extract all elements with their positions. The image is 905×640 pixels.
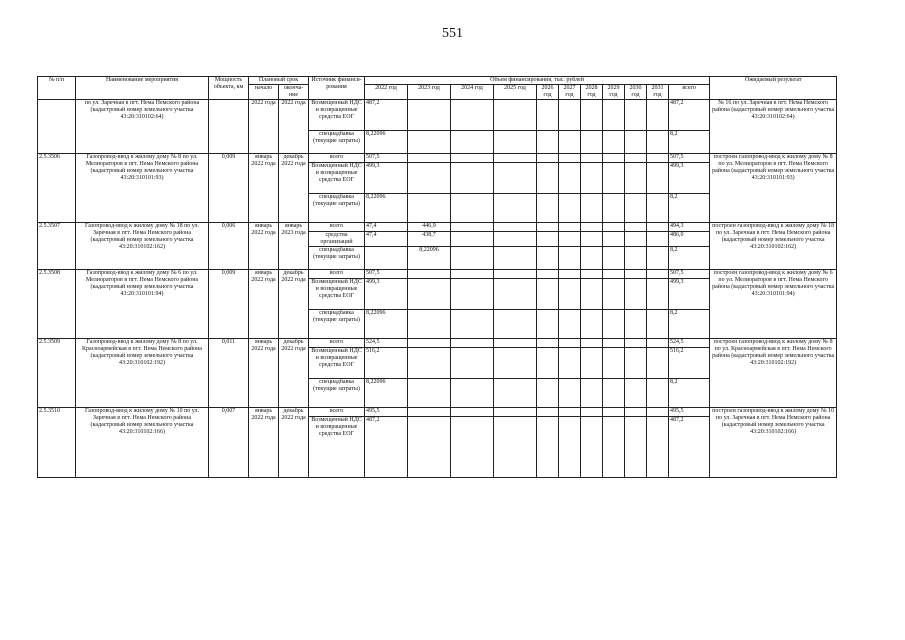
- value-2022: 516,2: [365, 348, 408, 379]
- value-empty: [625, 408, 647, 417]
- item-name: Газопровод-ввод к жилому дому № 18 по ул. Заречная в пгт. Нема Немского района (кадастровый номер земельного участка 43:20:310102:162): [76, 223, 209, 270]
- header-year-2025: 2025 год: [494, 85, 537, 100]
- item-name: по ул. Заречная в пгт. Нема Немского района (кадастровый номер земельного участка 43:20:310102:64): [76, 100, 209, 154]
- value-empty: [451, 100, 494, 131]
- value-2023: [408, 339, 451, 348]
- value-2023: [408, 154, 451, 163]
- funding-source: всего: [309, 223, 365, 232]
- value-empty: [581, 232, 603, 247]
- value-empty: [581, 408, 603, 417]
- item-end: январь 2023 года: [279, 223, 309, 270]
- value-2022: 8,22096: [365, 379, 408, 408]
- table-row: [38, 100, 837, 131]
- value-2023: [408, 131, 451, 154]
- value-empty: [603, 379, 625, 408]
- value-empty: [603, 339, 625, 348]
- expected-result: построен газопровод-ввод к жилому дому № 8 по ул. Мелиораторов в пгт. Нема Немского района (кадастровый номер земельного участка 43:20:310101:93): [710, 154, 837, 223]
- value-empty: [494, 194, 537, 223]
- header-capacity: Мощность объекта, км: [209, 77, 249, 100]
- value-2023: [408, 100, 451, 131]
- value-2023: [408, 270, 451, 279]
- value-empty: [625, 223, 647, 232]
- item-start: 2022 года: [249, 100, 279, 154]
- header-name: Наименование мероприятия: [76, 77, 209, 100]
- expected-result: построен газопровод-ввод к жилому дому № 10 по ул. Заречная в пгт. Нема Немского района (кадастровый номер земельного участка 43:20:310102:166): [710, 408, 837, 478]
- item-name: Газопровод-ввод к жилому дому № 6 по ул. Мелиораторов в пгт. Нема Немского района (кадастровый номер земельного участка 43:20:310101:94): [76, 270, 209, 339]
- funding-source: спецнадбавка (текущие затраты): [309, 247, 365, 270]
- header-volume: Объем финансирования, тыс. рублей: [365, 77, 710, 85]
- value-empty: [451, 348, 494, 379]
- value-empty: [625, 279, 647, 310]
- header-year-2029: 2029 год: [603, 85, 625, 100]
- header-result: Ожидаемый результат: [710, 77, 837, 100]
- value-empty: [559, 100, 581, 131]
- value-empty: [451, 270, 494, 279]
- value-empty: [603, 270, 625, 279]
- value-empty: [537, 163, 559, 194]
- expected-result: построен газопровод-ввод к жилому дому № 6 по ул. Мелиораторов в пгт. Нема Немского района (кадастровый номер земельного участка 43:20:310101:94): [710, 270, 837, 339]
- value-empty: [559, 232, 581, 247]
- value-empty: [581, 163, 603, 194]
- page-number: 551: [442, 26, 463, 41]
- value-2022: 487,2: [365, 100, 408, 131]
- value-empty: [647, 310, 669, 339]
- value-empty: [559, 223, 581, 232]
- item-capacity: 0,011: [209, 339, 249, 408]
- value-2022: 499,3: [365, 163, 408, 194]
- value-empty: [625, 100, 647, 131]
- funding-source: Возмещенный НДС и возвращенные средства ЕОГ: [309, 279, 365, 310]
- funding-source: спецнадбавка (текущие затраты): [309, 194, 365, 223]
- value-empty: [494, 279, 537, 310]
- value-2022: 507,5: [365, 154, 408, 163]
- value-empty: [603, 131, 625, 154]
- item-end: декабрь 2022 года: [279, 408, 309, 478]
- value-empty: [581, 279, 603, 310]
- value-empty: [559, 247, 581, 270]
- value-empty: [625, 310, 647, 339]
- item-name: Газопровод-ввод к жилому дому № 8 по ул. Мелиораторов в пгт. Нема Немского района (кадастровый номер земельного участка 43:20:310101:93): [76, 154, 209, 223]
- value-total: 524,5: [669, 339, 710, 348]
- header-period: Плановый срок: [249, 77, 309, 85]
- value-2022: 8,22096: [365, 310, 408, 339]
- header-end: оконча-ние: [279, 85, 309, 100]
- header-total: всего: [669, 85, 710, 100]
- value-total: 487,2: [669, 100, 710, 131]
- value-empty: [494, 417, 537, 478]
- item-capacity: 0,009: [209, 154, 249, 223]
- value-2022: 487,2: [365, 417, 408, 478]
- value-empty: [559, 163, 581, 194]
- value-empty: [559, 379, 581, 408]
- header-year-2027: 2027 год: [559, 85, 581, 100]
- value-empty: [451, 194, 494, 223]
- value-empty: [537, 154, 559, 163]
- item-number: 2.5.3506: [38, 154, 76, 223]
- value-empty: [559, 408, 581, 417]
- funding-source: всего: [309, 408, 365, 417]
- item-end: декабрь 2022 года: [279, 154, 309, 223]
- value-empty: [603, 279, 625, 310]
- value-empty: [494, 339, 537, 348]
- value-empty: [559, 339, 581, 348]
- value-empty: [603, 223, 625, 232]
- funding-source: спецнадбавка (текущие затраты): [309, 131, 365, 154]
- value-empty: [581, 154, 603, 163]
- value-2023: 438,7: [408, 232, 451, 247]
- header-num: № п/п: [38, 77, 76, 100]
- value-2023: [408, 417, 451, 478]
- value-empty: [559, 194, 581, 223]
- value-total: 499,3: [669, 279, 710, 310]
- value-empty: [494, 310, 537, 339]
- value-empty: [625, 270, 647, 279]
- table-row: [38, 154, 837, 163]
- value-empty: [559, 270, 581, 279]
- value-empty: [494, 379, 537, 408]
- item-capacity: 0,006: [209, 223, 249, 270]
- value-empty: [647, 408, 669, 417]
- value-empty: [537, 310, 559, 339]
- item-start: январь 2022 года: [249, 154, 279, 223]
- value-empty: [451, 247, 494, 270]
- value-empty: [494, 223, 537, 232]
- expected-result: построен газопровод-ввод к жилому дому № 18 по ул. Заречная в пгт. Нема Немского района (кадастровый номер земельного участка 43:20:310102:162): [710, 223, 837, 270]
- value-empty: [581, 100, 603, 131]
- value-2023: 8,22096: [408, 247, 451, 270]
- value-2022: 8,22096: [365, 194, 408, 223]
- value-empty: [494, 247, 537, 270]
- value-empty: [581, 131, 603, 154]
- value-empty: [581, 247, 603, 270]
- value-empty: [581, 379, 603, 408]
- table-row: [38, 408, 837, 417]
- funding-source: всего: [309, 270, 365, 279]
- value-2023: [408, 348, 451, 379]
- item-number: 2.5.3507: [38, 223, 76, 270]
- value-empty: [603, 348, 625, 379]
- value-2023: 446,9: [408, 223, 451, 232]
- value-empty: [603, 417, 625, 478]
- value-empty: [581, 348, 603, 379]
- value-empty: [559, 154, 581, 163]
- value-2023: [408, 408, 451, 417]
- item-number: [38, 100, 76, 154]
- item-start: январь 2022 года: [249, 270, 279, 339]
- value-empty: [537, 270, 559, 279]
- value-total: 8,2: [669, 379, 710, 408]
- value-empty: [559, 310, 581, 339]
- value-empty: [647, 131, 669, 154]
- table-row: [38, 339, 837, 348]
- value-empty: [647, 223, 669, 232]
- funding-source: средства организаций: [309, 232, 365, 247]
- item-number: 2.5.3508: [38, 270, 76, 339]
- value-2022: 495,5: [365, 408, 408, 417]
- table-row: [38, 223, 837, 232]
- value-empty: [451, 154, 494, 163]
- value-empty: [625, 154, 647, 163]
- funding-source: всего: [309, 154, 365, 163]
- item-capacity: 0,009: [209, 270, 249, 339]
- value-empty: [451, 232, 494, 247]
- expected-result: построен газопровод-ввод к жилому дому № 8 по ул. Красноармейская в пгт. Нема Немского района (кадастровый номер земельного участка 43:20:310102:192): [710, 339, 837, 408]
- value-empty: [494, 163, 537, 194]
- value-empty: [537, 379, 559, 408]
- financing-table: [37, 76, 837, 478]
- value-empty: [603, 310, 625, 339]
- value-empty: [537, 339, 559, 348]
- value-empty: [494, 348, 537, 379]
- value-empty: [537, 100, 559, 131]
- value-empty: [647, 154, 669, 163]
- value-empty: [537, 247, 559, 270]
- funding-source: спецнадбавка (текущие затраты): [309, 379, 365, 408]
- header-year-2024: 2024 год: [451, 85, 494, 100]
- item-number: 2.5.3510: [38, 408, 76, 478]
- value-2023: [408, 379, 451, 408]
- value-total: 507,5: [669, 270, 710, 279]
- value-empty: [625, 232, 647, 247]
- value-empty: [647, 270, 669, 279]
- value-empty: [451, 131, 494, 154]
- value-empty: [647, 417, 669, 478]
- value-empty: [537, 131, 559, 154]
- value-total: 495,5: [669, 408, 710, 417]
- value-empty: [581, 270, 603, 279]
- item-name: Газопровод-ввод к жилому дому № 8 по ул. Красноармейская в пгт. Нема Немского района (кадастровый номер земельного участка 43:20:310102:192): [76, 339, 209, 408]
- funding-source: Возмещенный НДС и возвращенные средства ЕОГ: [309, 163, 365, 194]
- funding-source: всего: [309, 339, 365, 348]
- value-empty: [451, 310, 494, 339]
- value-empty: [647, 247, 669, 270]
- value-empty: [581, 339, 603, 348]
- header-source: Источник финанси-рования: [309, 77, 365, 100]
- value-empty: [625, 131, 647, 154]
- value-empty: [647, 163, 669, 194]
- item-end: декабрь 2022 года: [279, 339, 309, 408]
- value-empty: [537, 232, 559, 247]
- value-empty: [451, 223, 494, 232]
- value-total: 486,0: [669, 232, 710, 247]
- value-2022: 499,3: [365, 279, 408, 310]
- value-empty: [494, 100, 537, 131]
- value-2023: [408, 310, 451, 339]
- item-end: декабрь 2022 года: [279, 270, 309, 339]
- value-2022: 507,5: [365, 270, 408, 279]
- value-2022: 8,22096: [365, 131, 408, 154]
- value-empty: [451, 417, 494, 478]
- value-empty: [537, 194, 559, 223]
- header-year-2022: 2022 год: [365, 85, 408, 100]
- value-empty: [647, 379, 669, 408]
- table-row: [38, 270, 837, 279]
- value-2022: 47,4: [365, 232, 408, 247]
- value-empty: [647, 348, 669, 379]
- value-empty: [451, 379, 494, 408]
- value-empty: [451, 163, 494, 194]
- value-empty: [603, 163, 625, 194]
- value-empty: [647, 339, 669, 348]
- value-empty: [494, 270, 537, 279]
- value-empty: [603, 154, 625, 163]
- value-empty: [451, 408, 494, 417]
- value-2023: [408, 163, 451, 194]
- funding-source: Возмещенный НДС и возвращенные средства ЕОГ: [309, 348, 365, 379]
- item-end: 2022 года: [279, 100, 309, 154]
- value-empty: [647, 100, 669, 131]
- value-empty: [625, 194, 647, 223]
- value-empty: [559, 417, 581, 478]
- value-empty: [451, 339, 494, 348]
- value-total: 494,3: [669, 223, 710, 232]
- header-year-2030: 2030 год: [625, 85, 647, 100]
- funding-source: Возмещенный НДС и возвращенные средства ЕОГ: [309, 417, 365, 478]
- value-empty: [537, 279, 559, 310]
- value-empty: [537, 408, 559, 417]
- value-empty: [494, 408, 537, 417]
- value-empty: [647, 279, 669, 310]
- value-2022: [365, 247, 408, 270]
- value-2022: 524,5: [365, 339, 408, 348]
- value-empty: [451, 279, 494, 310]
- value-empty: [647, 194, 669, 223]
- value-total: 8,2: [669, 247, 710, 270]
- value-empty: [603, 100, 625, 131]
- value-empty: [603, 408, 625, 417]
- value-empty: [537, 417, 559, 478]
- item-start: январь 2022 года: [249, 223, 279, 270]
- header-year-2023: 2023 год: [408, 85, 451, 100]
- value-empty: [603, 194, 625, 223]
- header-start: начало: [249, 85, 279, 100]
- value-empty: [603, 232, 625, 247]
- value-empty: [494, 131, 537, 154]
- value-empty: [647, 232, 669, 247]
- value-empty: [559, 131, 581, 154]
- value-total: 499,3: [669, 163, 710, 194]
- value-2023: [408, 194, 451, 223]
- value-empty: [537, 348, 559, 379]
- item-number: 2.5.3509: [38, 339, 76, 408]
- value-empty: [625, 339, 647, 348]
- value-empty: [581, 310, 603, 339]
- value-empty: [537, 223, 559, 232]
- value-total: 507,5: [669, 154, 710, 163]
- item-capacity: 0,007: [209, 408, 249, 478]
- header-year-2028: 2028 год: [581, 85, 603, 100]
- value-empty: [625, 163, 647, 194]
- item-name: Газопровод-ввод к жилому дому № 10 по ул. Заречная в пгт. Нема Немского района (кадастровый номер земельного участка 43:20:310102:166): [76, 408, 209, 478]
- value-total: 8,2: [669, 194, 710, 223]
- value-2022: 47,4: [365, 223, 408, 232]
- header-year-2031: 2031 год: [647, 85, 669, 100]
- funding-source: Возмещенный НДС и возвращенные средства ЕОГ: [309, 100, 365, 131]
- item-capacity: [209, 100, 249, 154]
- item-start: январь 2022 года: [249, 339, 279, 408]
- value-2023: [408, 279, 451, 310]
- value-empty: [625, 348, 647, 379]
- value-empty: [625, 379, 647, 408]
- value-total: 487,2: [669, 417, 710, 478]
- value-empty: [559, 279, 581, 310]
- header-year-2026: 2026 год: [537, 85, 559, 100]
- value-empty: [581, 417, 603, 478]
- value-total: 8,2: [669, 310, 710, 339]
- funding-source: спецнадбавка (текущие затраты): [309, 310, 365, 339]
- value-empty: [625, 417, 647, 478]
- value-empty: [494, 154, 537, 163]
- item-start: январь 2022 года: [249, 408, 279, 478]
- value-total: 8,2: [669, 131, 710, 154]
- value-empty: [581, 194, 603, 223]
- value-empty: [559, 348, 581, 379]
- value-empty: [625, 247, 647, 270]
- value-total: 516,2: [669, 348, 710, 379]
- expected-result: № 16 по ул. Заречная в пгт. Нема Немского района (кадастровый номер земельного участка 43:20:310102:64): [710, 100, 837, 154]
- value-empty: [581, 223, 603, 232]
- value-empty: [494, 232, 537, 247]
- value-empty: [603, 247, 625, 270]
